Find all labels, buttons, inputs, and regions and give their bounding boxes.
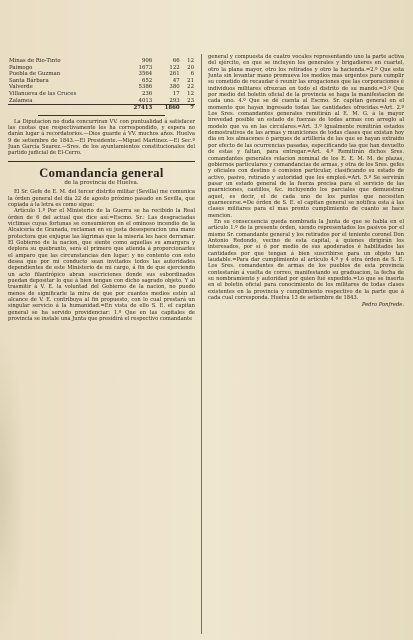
body-paragraph: El Sr. Gefe de E. M. del tercer distrito militar (Sevilla) me comunica la órden general del dia 22 de agosto próximo pasado en Sevilla, que copiada á la letra es como sigue: xyxy=(8,189,195,208)
body-paragraph: Artículo 1.º Por el Ministerio de la Guerra se ha recibido la Real órden de 6 del actual que dice así:=Escmo. Sr.: Las desgraciadas víctimas cuyas fortunas se consumieron en el ominoso incendio de la Alcaicería de Granada, reclaman en su justa desesperacion una mano protectora que enjugue las lágrimas que la miseria les hace derramar. El Gobierno de la nacion, que siente como aquellas su amargura y deplora su quebranto, será el primero que atienda á proporcionarles el amparo que las circunstancias den lugar; y no contento con esto desea que por mi conducto sean invitados todos las autoridades dependientes de este Ministerio de mi cargo, á fin de que ejerciendo un acto filantrópico abran suscriciones donde sus subordinados puedan depositar lo que á bien tengan con dicho sagrado objeto. Y al trasmitir á V. E. la voluntad del Gobierno de la nacion, no puedo menos de significarle la mira de que por cuantos medios estén al alcance de V. E. contribuya al fin propuesto, con lo cual prestará un singular servicio á la humanidad.=En vista de ello S. E. el capitan general se ha servido providenciar: 1.º Que en las capitales de provincia se instale una Junta que presidirá el respectivo comandante xyxy=(8,208,195,323)
municipality-name: Minas de Rio-Tinto xyxy=(9,58,61,64)
table-row xyxy=(8,65,195,72)
body-paragraph: general y compuesta de cuatro vocales representando uno la parte activa del ejército, en que se incluyen los generales y brigadieres en cuartel, otro la plana mayor, otro los retirados y otro la hacienda.=2.º Que esta Junta sin levantar mano promueva los medios mas urgentes para cumplir su cometido de recaudar ó reunir las erogaciones que las corporaciones é individuos militares ofrezcan en todo el distrito de su mando.=3.º Que por medio del boletin oficial de la provincia se haga la manifestacion de cada uno. 4.º Que se dé cuenta al Escmo. Sr. capitan general en el momento que hayan ingresado todas las cantidades ofrecidas.=Art. 2.º Los Sres. comandantes generales remitirán al E. M. G. á la mayor brevedad posible un estado de fuerzas de todas armas con arreglo al modelo que va en las circulares.=Art. 3.º Igualmente remitirán estados demostrativos de las armas y municiones de todas clases que existan hoy dia en los almacenes ó parques de artillería de las que se hayan extraido por efecto de las ocurrencias pasadas, especificando las que han devuelto de estas y faltan, para entregar.=Art. 4.º Remitirán dichos Sres. comandantes generales relacion nominal de los E. E. M. M. de plazas, gobiernos particulares y comandancias de armas, y otra de los Sres. gefes y oficiales con destino ó comision particular, clasificando su estado de activo, pasivo, retirado y autoridad que les empleó.=Art. 5.º Se servirán pasar un estado general de la fuerza precisa para el servicio de las guarniciones, castillos, &c. incluyendo los parciales que demuestran aquel, es decir, el de cada uno de los puntos que necesiten guarnecerse.=De órden de S. E. el capitan general se notifica esta á las clases militares para el mas pronto cumplimiento de cuanto se hace mencion. xyxy=(208,54,404,219)
section-heading: Comandancia general xyxy=(39,165,164,180)
municipality-name: Santa Bárbara xyxy=(9,77,49,84)
municipality-name: Paimogo xyxy=(9,64,33,71)
total-value: 7 xyxy=(181,105,195,112)
quota-value: 66 xyxy=(172,58,180,64)
quota-value: 20 xyxy=(187,64,194,71)
quota-value: 122 xyxy=(169,64,180,71)
table-row xyxy=(8,91,195,98)
quota-value: 293 xyxy=(169,97,180,104)
right-column xyxy=(208,54,404,632)
total-label-cell xyxy=(8,105,120,112)
quota-value: 6 xyxy=(190,71,194,78)
table-row xyxy=(8,58,195,65)
section-subheading: de la provincia de Huelva. xyxy=(64,179,139,186)
column-divider xyxy=(201,54,202,634)
quota-value: 380 xyxy=(169,84,180,91)
quota-value: 906 xyxy=(141,58,153,64)
quota-value: 12 xyxy=(187,90,194,97)
municipality-name: Valverde xyxy=(9,84,33,91)
quota-value: 17 xyxy=(172,90,180,97)
left-column xyxy=(8,58,195,632)
total-value: 1860 xyxy=(153,105,180,112)
body-paragraph: En su consecuencia queda nombrada la Junta de que se habla en el artículo 1.º de la presente órden, siendo representados los pasivos por el mismo Sr. comandante general y los retirados por el teniente coronel Don Antonio Redondo, vecino de esta capital, á quienes dirigirán los interesados, por sí ó por medio de sus apoderados é habilitados las cantidades por que tengan á bien suscribirse para un objeto tan laudable.=Para dar cumplimiento al artículo 4.º y 4 otra órden de S. E. Los Sres. comandantes de armas de los pueblos de esta provincia contestarán á vuelta de correo, manifestando su graduacion, la fecha de su nombramiento y autoridad por quien fué expedido.=Lo que se inserta en el boletin oficial para conocimiento de los militares de todas clases existentes en la provincia y cumplimiento respectivo de la parte que á cada cual corresponda. Huelva 13 de setiembre de 1843. xyxy=(208,218,404,302)
table-row xyxy=(8,98,195,105)
table-row xyxy=(8,84,195,91)
signature: Pedro Ponfrede. xyxy=(361,302,404,309)
quota-value: 261 xyxy=(169,71,180,78)
quota-value: 236 xyxy=(141,90,153,97)
total-value: 27413 xyxy=(120,105,154,112)
quota-value: 12 xyxy=(187,58,194,64)
quota-value: 23 xyxy=(187,97,194,104)
quota-value: 47 xyxy=(172,77,180,84)
municipality-name: Puebla de Guzman xyxy=(9,71,61,78)
table-total-row xyxy=(8,105,195,112)
diputacion-notice: La Diputacion no duda concurriran VV. con puntualidad á satisfacer las cuotas que respectivamente les ha correspondido, y espera no darán lugar á recordatorios.—Dios guarde á VV. muchos años. Huelva 9 de setiembre de 1843.—El Presidente.—Miguel Martinez.—El Sec.º Juan García Suarez.—Sres. de los ayuntamientos constitucionales del partido judicial de El-Cerro. xyxy=(8,118,195,157)
section-rule xyxy=(8,161,195,162)
quota-value: 652 xyxy=(141,77,153,84)
municipality-quota-table xyxy=(8,58,195,112)
quota-value: 21 xyxy=(187,77,194,84)
quota-value: 3564 xyxy=(138,71,153,78)
municipality-name: Zalamea xyxy=(9,97,33,104)
table-row xyxy=(8,78,195,85)
municipality-name: Villanueva de las Cruces xyxy=(9,90,77,97)
quota-value: 4013 xyxy=(138,97,153,104)
quota-value: 5386 xyxy=(138,84,153,91)
quota-value: 1673 xyxy=(138,64,153,71)
table-row xyxy=(8,71,195,78)
quota-value: 22 xyxy=(187,84,194,91)
section-rule xyxy=(38,115,165,116)
